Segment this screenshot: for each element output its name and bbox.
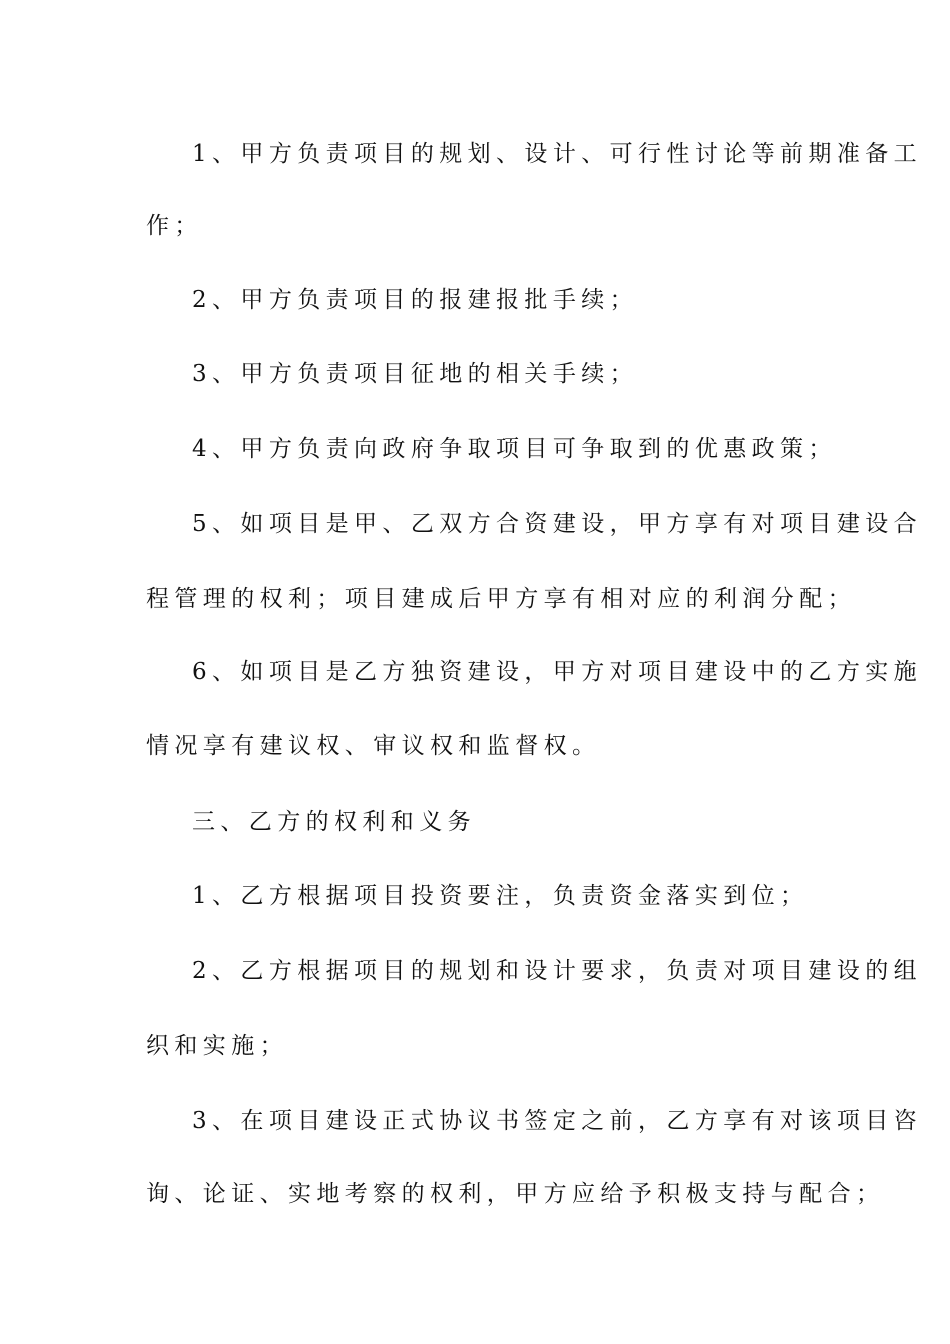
paragraph-line: 4、甲方负责向政府争取项目可争取到的优惠政策； <box>192 436 837 462</box>
paragraph-line: 情况享有建议权、审议权和监督权。 <box>146 733 601 759</box>
paragraph-line: 织和实施； <box>146 1033 288 1059</box>
section-heading: 三、乙方的权利和义务 <box>192 809 476 835</box>
paragraph-line: 作； <box>146 213 203 239</box>
paragraph-line: 询、论证、实地考察的权利，甲方应给予积极支持与配合； <box>146 1181 885 1207</box>
paragraph-line: 1、甲方负责项目的规划、设计、可行性讨论等前期准备工 <box>192 141 923 167</box>
paragraph-line: 6、如项目是乙方独资建设，甲方对项目建设中的乙方实施 <box>192 659 923 685</box>
paragraph-line: 2、乙方根据项目的规划和设计要求，负责对项目建设的组 <box>192 958 923 984</box>
paragraph-line: 3、甲方负责项目征地的相关手续； <box>192 361 639 387</box>
paragraph-line: 5、如项目是甲、乙双方合资建设，甲方享有对项目建设合 <box>192 511 923 537</box>
paragraph-line: 2、甲方负责项目的报建报批手续； <box>192 287 639 313</box>
paragraph-line: 1、乙方根据项目投资要注，负责资金落实到位； <box>192 883 809 909</box>
paragraph-line: 3、在项目建设正式协议书签定之前，乙方享有对该项目咨 <box>192 1108 923 1134</box>
paragraph-line: 程管理的权利；项目建成后甲方享有相对应的利润分配； <box>146 586 856 612</box>
